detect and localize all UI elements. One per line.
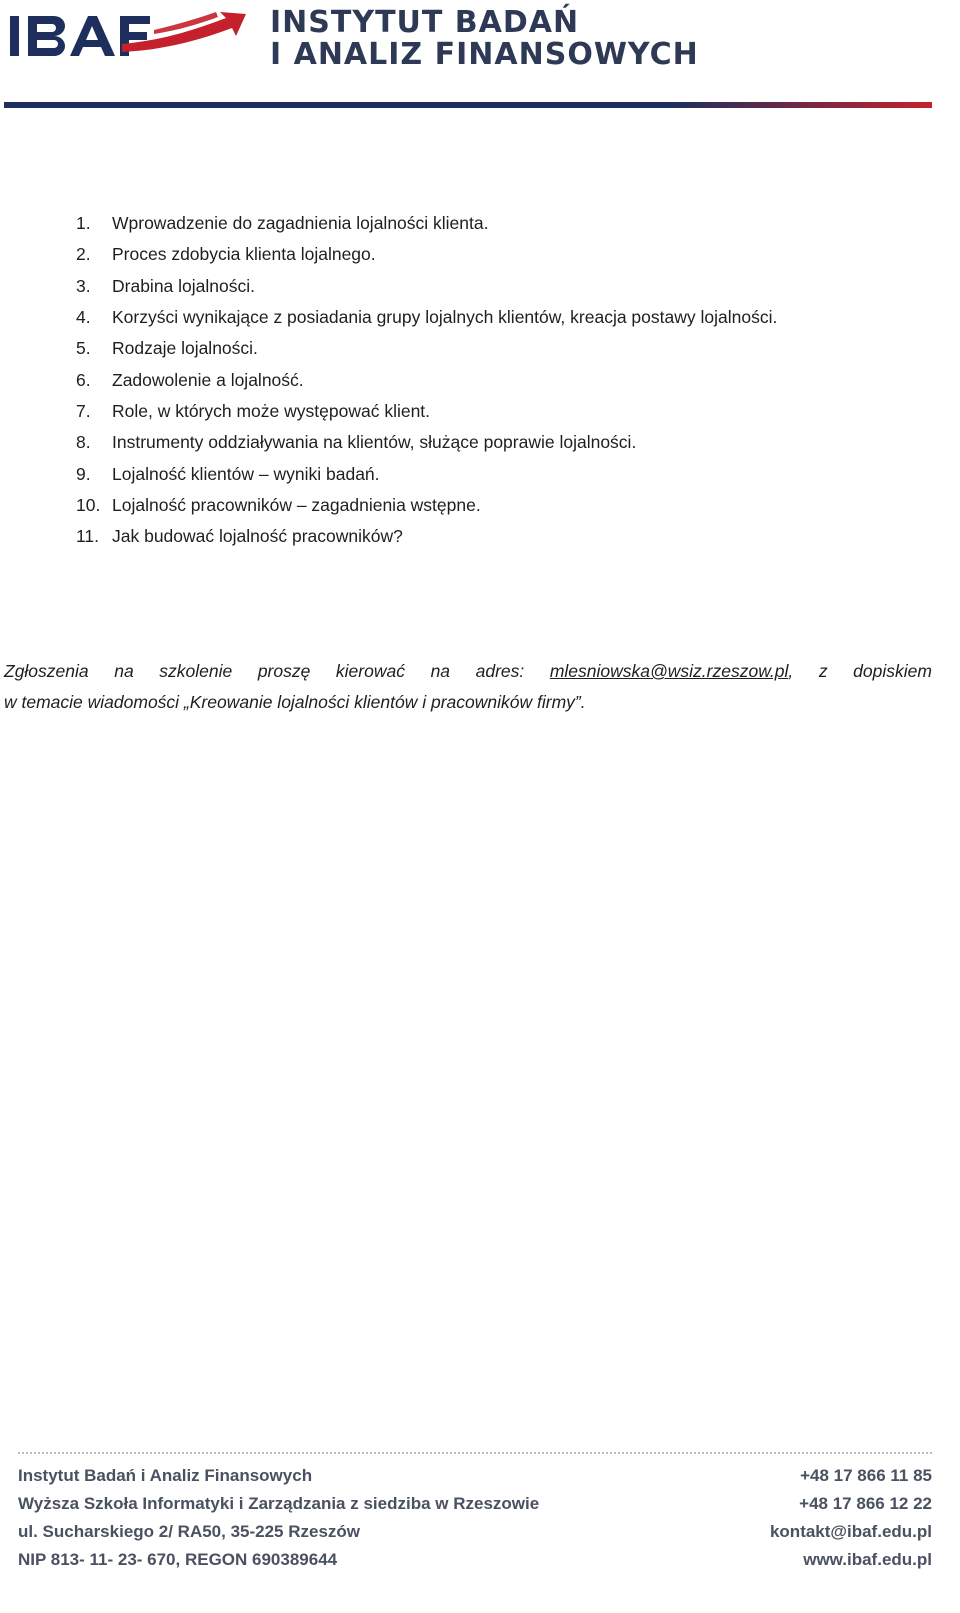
topic-number: 7.	[76, 400, 91, 421]
topic-number: 10.	[76, 494, 101, 515]
topic-number: 2.	[76, 244, 91, 265]
topic-item	[76, 208, 777, 239]
logo-line-2: I ANALIZ FINANSOWYCH	[270, 37, 699, 72]
topic-text: Role, w których może występować klient.	[112, 400, 431, 421]
topic-number: 6.	[76, 369, 91, 390]
footer-left-text: ul. Sucharskiego 2/ RA50, 35-225 Rzeszów	[18, 1522, 361, 1541]
topic-text: Rodzaje lojalności.	[112, 338, 258, 359]
topic-number: 4.	[76, 307, 91, 328]
topic-text: Proces zdobycia klienta lojalnego.	[112, 244, 376, 265]
topic-text: Lojalność klientów – wyniki badań.	[112, 463, 380, 484]
footer-phone: +48 17 866 11 85	[800, 1466, 932, 1485]
footer-divider	[18, 1452, 932, 1454]
footer	[18, 1462, 932, 1574]
topic-text: Zadowolenie a lojalność.	[112, 369, 304, 390]
contact-word: kierować	[335, 661, 405, 681]
topic-item	[76, 302, 777, 333]
header-divider	[4, 102, 932, 108]
topic-text: Korzyści wynikające z posiadania grupy lojalnych klientów, kreacja postawy lojalności.	[112, 307, 778, 328]
contact-word: dopiskiem	[853, 661, 932, 681]
contact-line-1	[4, 656, 932, 687]
topic-number: 9.	[76, 463, 91, 484]
contact-line-2: w temacie wiadomości „Kreowanie lojalności klientów i pracowników firmy”.	[4, 692, 586, 712]
topic-text: Lojalność pracowników – zagadnienia wstępne.	[112, 494, 481, 515]
contact-word: z	[818, 661, 828, 681]
topic-item	[76, 239, 777, 270]
contact-word: proszę	[257, 661, 311, 681]
footer-phone: +48 17 866 12 22	[799, 1494, 932, 1513]
ibaf-logo-mark	[4, 0, 266, 78]
topic-number: 1.	[76, 213, 91, 234]
footer-row	[18, 1546, 932, 1574]
footer-email-link[interactable]: kontakt@ibaf.edu.pl	[769, 1522, 932, 1541]
contact-email-comma: ,	[788, 661, 794, 681]
topic-item	[76, 271, 777, 302]
topic-item	[76, 458, 777, 489]
topic-item	[76, 396, 777, 427]
topic-item	[76, 364, 777, 395]
footer-row	[18, 1490, 932, 1518]
footer-left-text: Instytut Badań i Analiz Finansowych	[18, 1466, 313, 1485]
topic-item	[76, 333, 777, 364]
topic-number: 5.	[76, 338, 91, 359]
footer-website-link[interactable]: www.ibaf.edu.pl	[803, 1550, 932, 1569]
topic-item	[76, 490, 777, 521]
topic-number: 3.	[76, 275, 91, 296]
logo-line-1: INSTYTUT BADAŃ	[270, 5, 580, 40]
contact-word: adres:	[475, 661, 525, 681]
footer-row	[18, 1462, 932, 1490]
contact-email-group	[550, 656, 793, 687]
contact-word: na	[114, 661, 134, 681]
contact-word: na	[430, 661, 451, 681]
topic-item	[76, 427, 777, 458]
topic-text: Instrumenty oddziaływania na klientów, służące poprawie lojalności.	[112, 432, 637, 453]
ibaf-logo	[4, 0, 736, 78]
contact-word: Zgłoszenia	[4, 661, 89, 681]
topic-number: 8.	[76, 432, 91, 453]
topics-list	[76, 208, 777, 552]
contact-word: szkolenie	[159, 661, 233, 681]
topic-text: Drabina lojalności.	[112, 275, 255, 296]
topic-text: Wprowadzenie do zagadnienia lojalności klienta.	[112, 213, 489, 234]
topic-number: 11.	[76, 526, 100, 547]
footer-left-text: Wyższa Szkoła Informatyki i Zarządzania z siedziba w Rzeszowie	[18, 1494, 540, 1513]
contact-email-link[interactable]: mlesniowska@wsiz.rzeszow.pl	[549, 661, 789, 681]
topic-text: Jak budować lojalność pracowników?	[112, 526, 403, 547]
topic-item	[76, 521, 777, 552]
footer-row	[18, 1518, 932, 1546]
footer-left-text: NIP 813- 11- 23- 670, REGON 690389644	[18, 1550, 338, 1569]
contact-paragraph	[4, 656, 932, 718]
